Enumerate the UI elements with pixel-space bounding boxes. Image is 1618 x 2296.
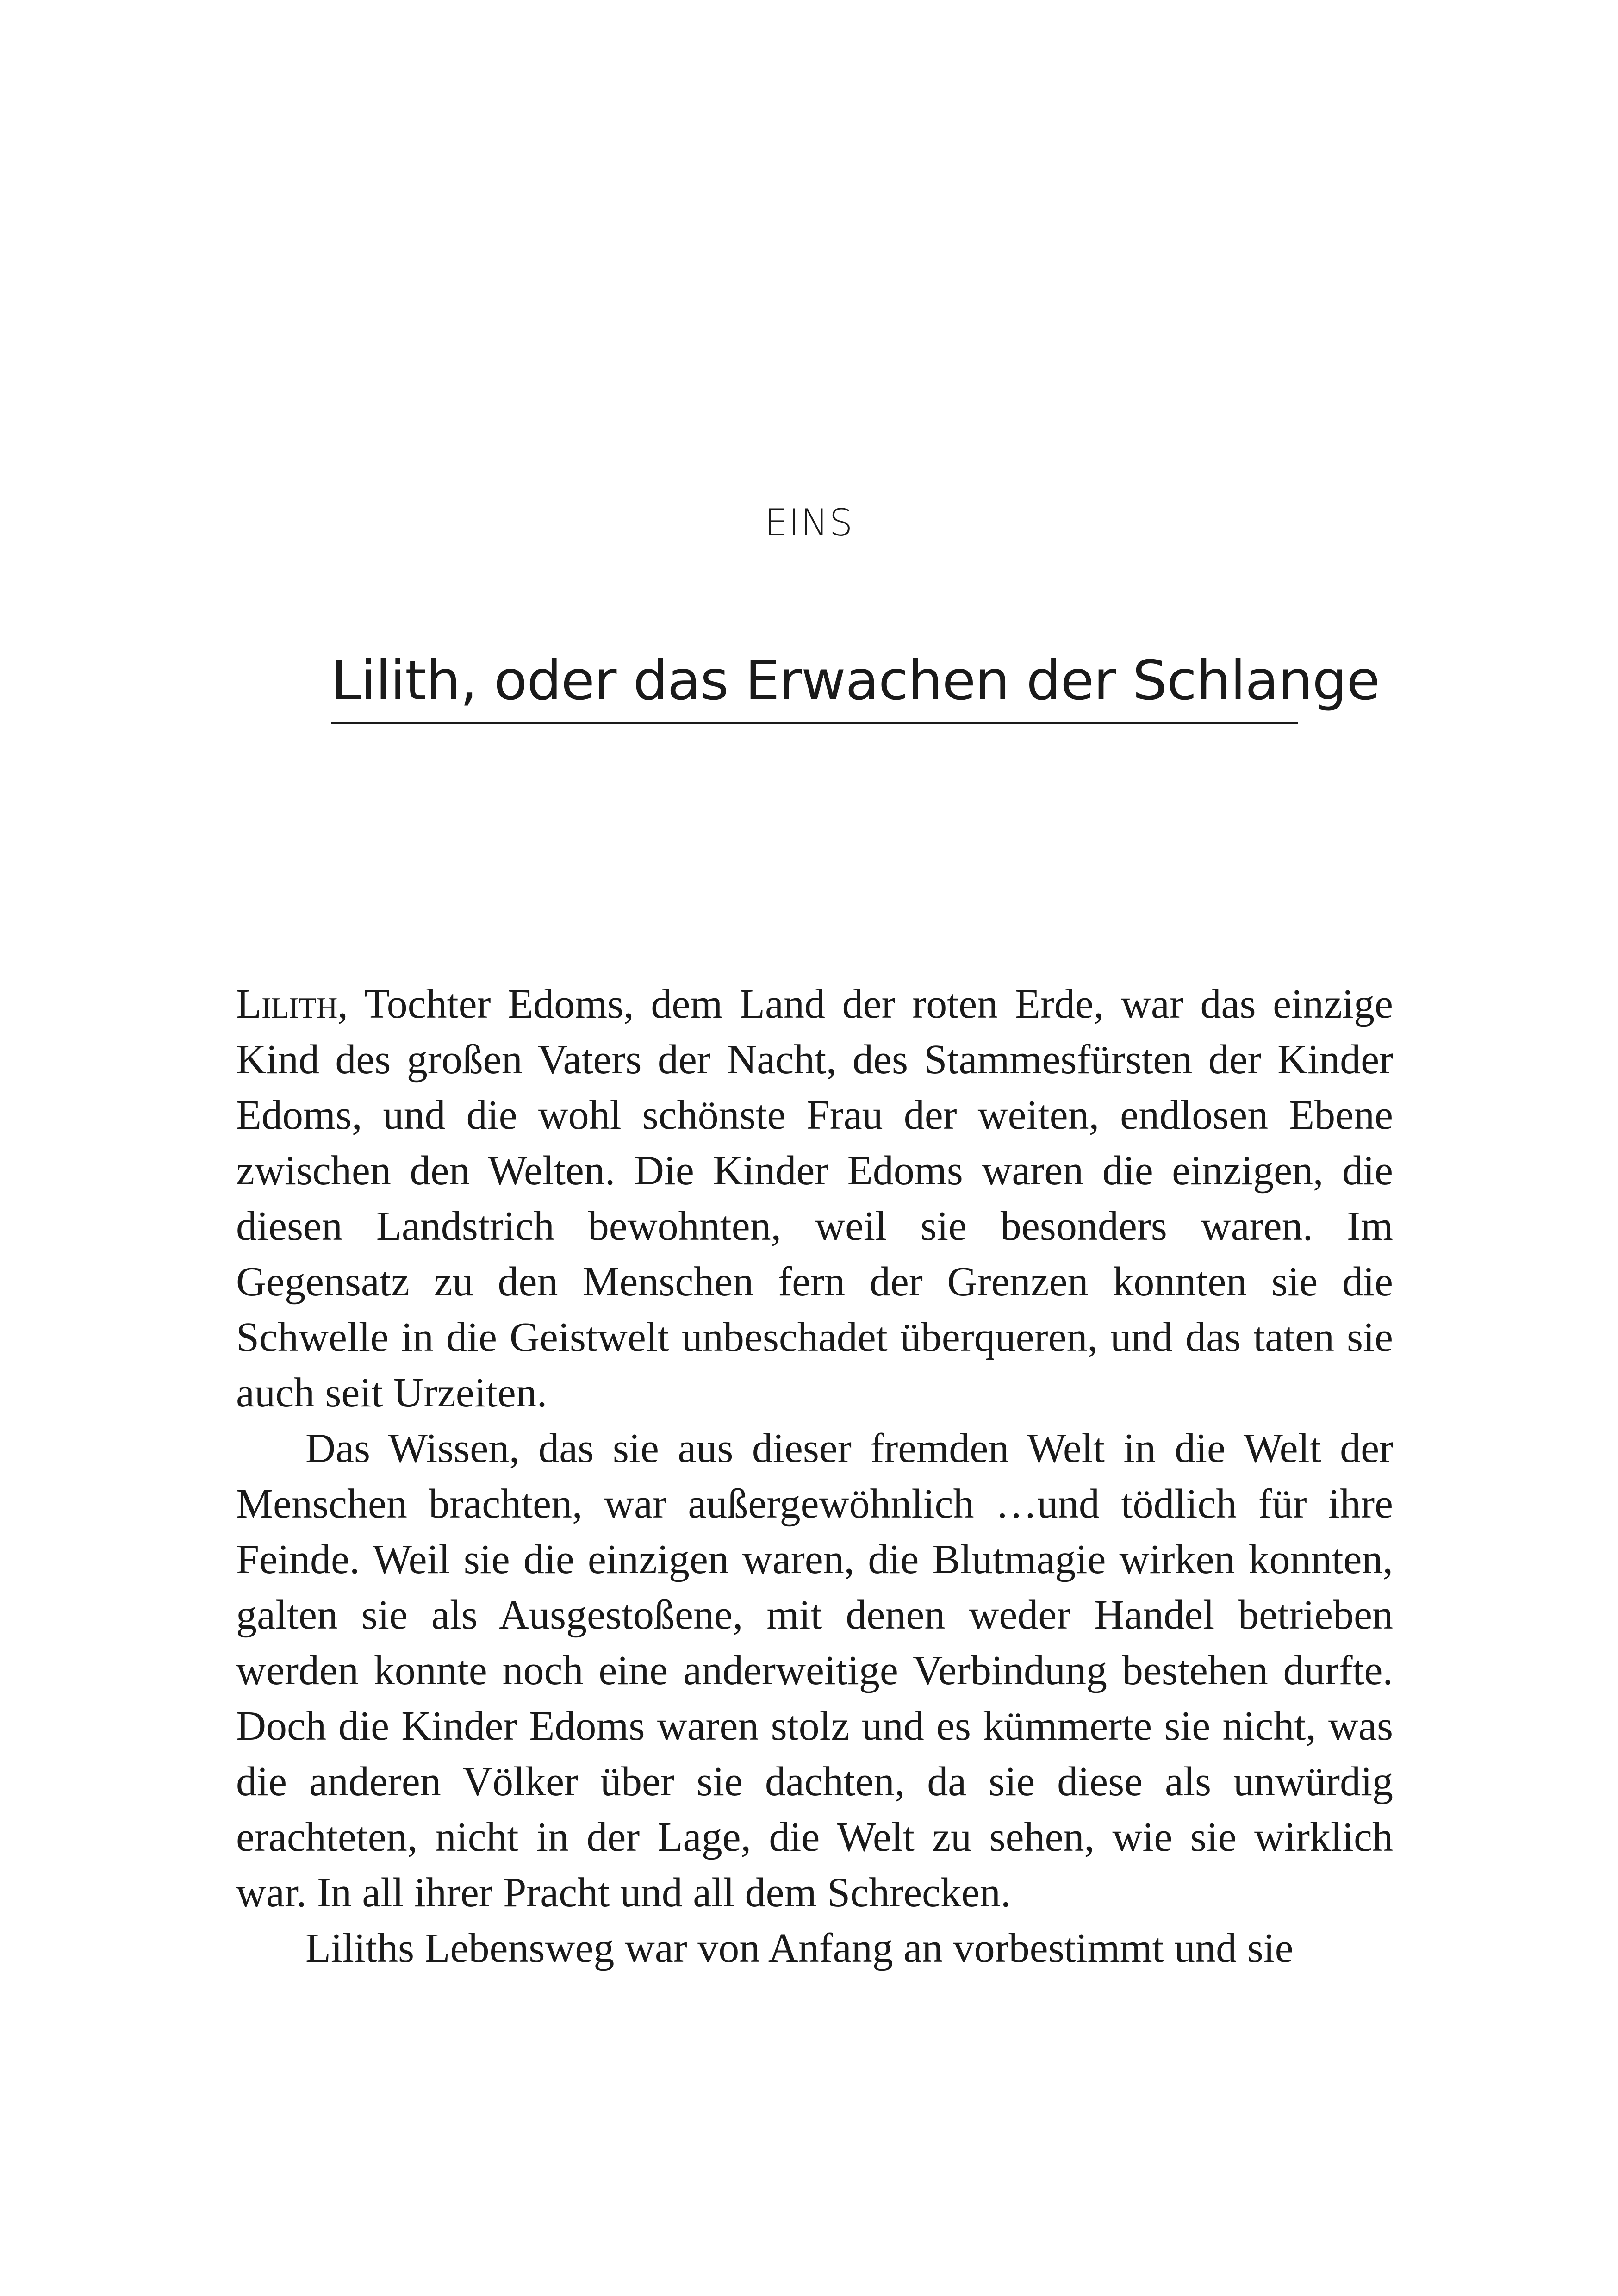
paragraph-1-text: , Tochter Edoms, dem Land der roten Erde, war das einzige Kind des großen Vaters der Nacht, des Stammesfürsten der Kinder Edoms, und die wohl schönste Frau der weiten, endlosen Ebene zwischen den Welten. Die Kinder Edoms waren die einzigen, die diesen Landstrich bewohnten, weil sie besonders waren. Im Gegensatz zu den Menschen fern der Grenzen konnten sie die Schwelle in die Geistwelt unbeschadet überqueren, und das taten sie auch seit Urzeiten. (236, 981, 1393, 1416)
paragraph-2: Das Wissen, das sie aus dieser fremden Welt in die Welt der Menschen brachten, war außergewöhnlich …und tödlich für ihre Feinde. Weil sie die einzigen waren, die Blutmagie wirken konnten, galten sie als Ausgestoßene, mit denen weder Handel betrieben werden konnte noch eine anderweitige Verbindung bestehen durfte. Doch die Kinder Edoms waren stolz und es kümmerte sie nicht, was die anderen Völker über sie dachten, da sie diese als unwürdig erachteten, nicht in der Lage, die Welt zu sehen, wie sie wirklich war. In all ihrer Pracht und all dem Schrecken. (236, 1425, 1393, 1916)
chapter-title: Lilith, oder das Erwachen der Schlange (331, 648, 1380, 712)
paragraph-1 (236, 977, 1393, 1421)
chapter-number: EINS (764, 501, 854, 544)
title-underline (331, 722, 1298, 724)
chapter-body (236, 977, 1393, 1976)
paragraph-3: Liliths Lebensweg war von Anfang an vorbestimmt und sie (305, 1925, 1294, 1971)
paragraph-lead-smallcaps: Lilith (236, 981, 338, 1027)
